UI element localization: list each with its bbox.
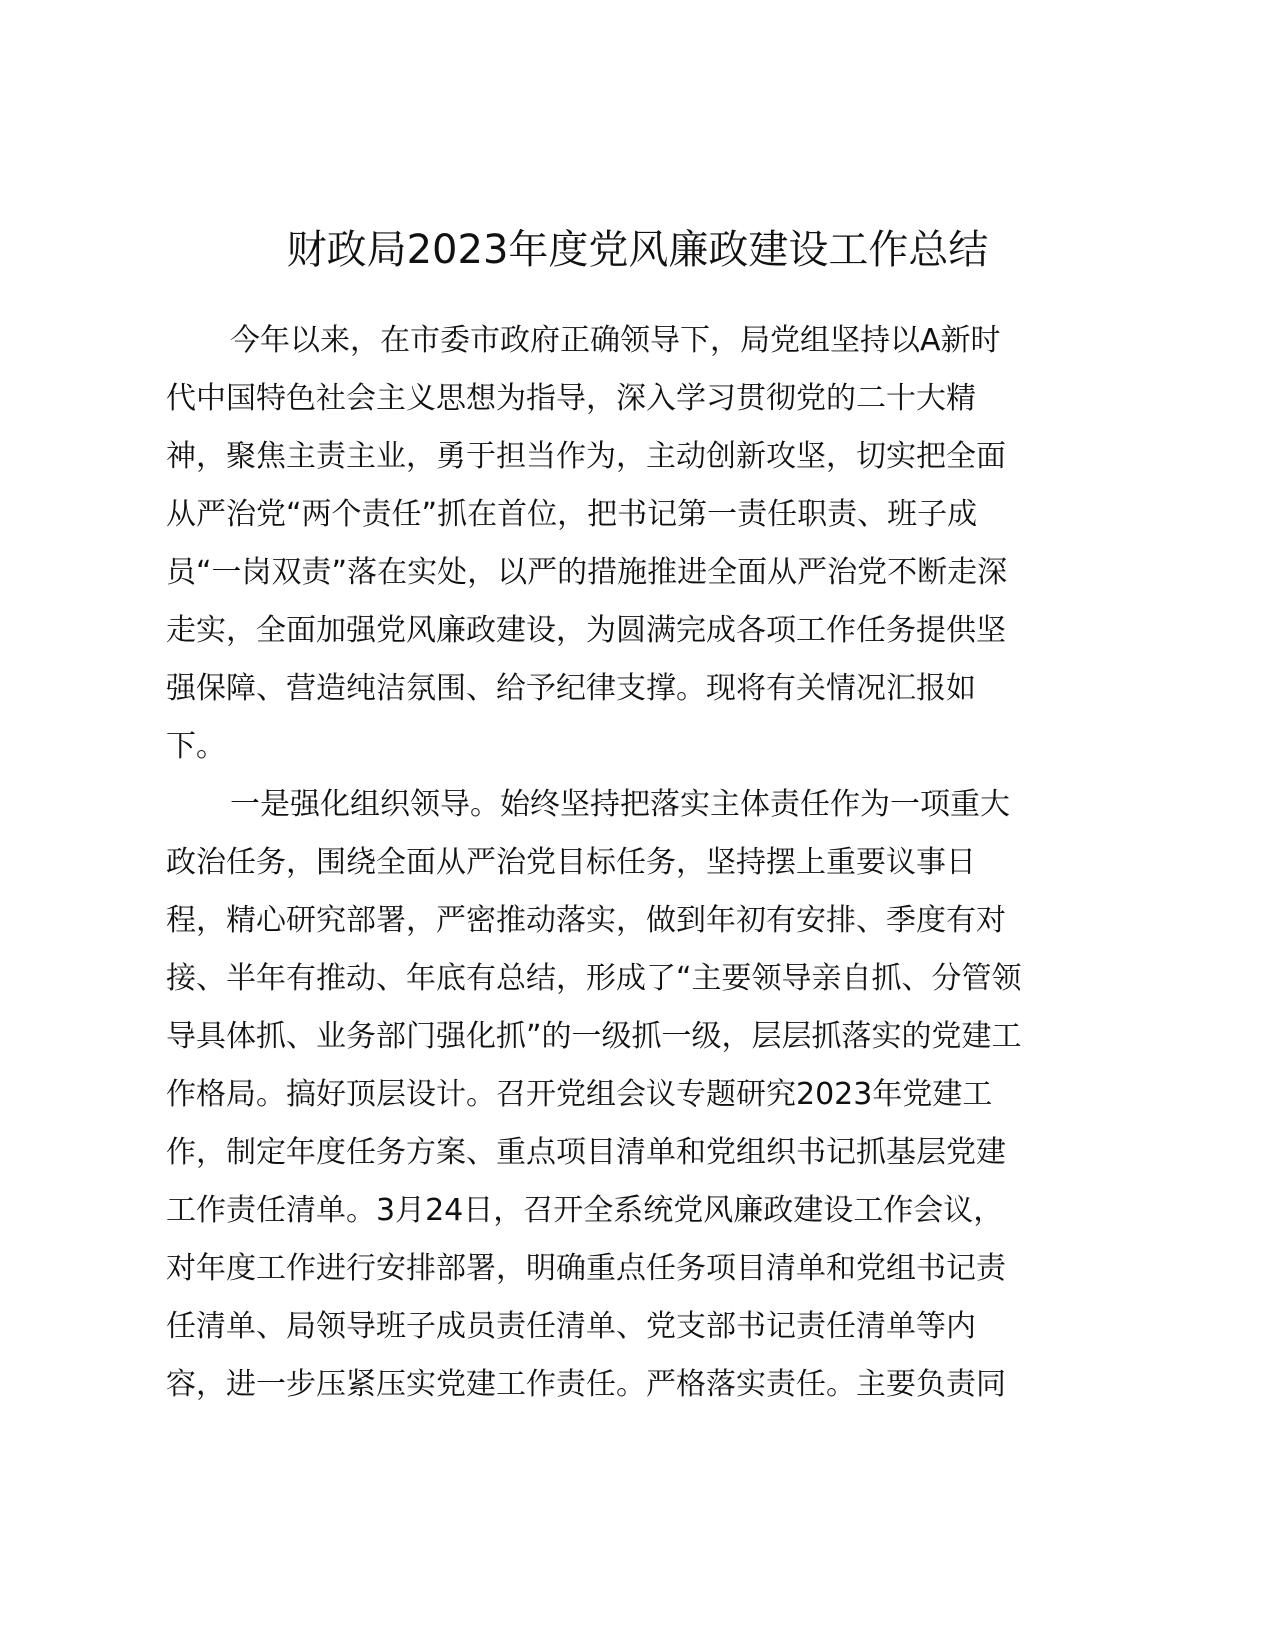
text-line: 导具体抓、业务部门强化抓”的一级抓一级，层层抓落实的党建工 <box>166 1019 1022 1054</box>
text-line: 对年度工作进行安排部署，明确重点任务项目清单和党组书记责 <box>166 1251 1006 1286</box>
text-line: 接、半年有推动、年底有总结，形成了“主要领导亲自抓、分管领 <box>166 961 1022 996</box>
text-line: 容，进一步压紧压实党建工作责任。严格落实责任。主要负责同 <box>166 1367 1006 1402</box>
text-line: 工作责任清单。3月24日，召开全系统党风廉政建设工作会议， <box>166 1193 1004 1228</box>
text-line: 员“一岗双责”落在实处，以严的措施推进全面从严治党不断走深 <box>166 555 1008 590</box>
text-line: 代中国特色社会主义思想为指导，深入学习贯彻党的二十大精 <box>166 381 976 416</box>
text-line: 政治任务，围绕全面从严治党目标任务，坚持摆上重要议事日 <box>166 845 976 880</box>
document-title: 财政局2023年度党风廉政建设工作总结 <box>286 227 989 273</box>
document-body <box>166 312 1116 1414</box>
text-line: 作格局。搞好顶层设计。召开党组会议专题研究2023年党建工 <box>166 1077 993 1112</box>
text-line: 一是强化组织领导。始终坚持把落实主体责任作为一项重大 <box>230 787 1010 822</box>
text-line: 神，聚焦主责主业，勇于担当作为，主动创新攻坚，切实把全面 <box>166 439 1006 474</box>
text-line: 强保障、营造纯洁氛围、给予纪律支撑。现将有关情况汇报如 <box>166 671 976 706</box>
text-line: 下。 <box>166 729 226 764</box>
text-line: 程，精心研究部署，严密推动落实，做到年初有安排、季度有对 <box>166 903 1006 938</box>
text-line: 从严治党“两个责任”抓在首位，把书记第一责任职责、班子成 <box>166 497 978 532</box>
text-line: 任清单、局领导班子成员责任清单、党支部书记责任清单等内 <box>166 1309 976 1344</box>
text-line: 走实，全面加强党风廉政建设，为圆满完成各项工作任务提供坚 <box>166 613 1006 648</box>
text-line: 今年以来，在市委市政府正确领导下，局党组坚持以A新时 <box>230 323 1001 358</box>
text-line: 作，制定年度任务方案、重点项目清单和党组织书记抓基层党建 <box>166 1135 1006 1170</box>
